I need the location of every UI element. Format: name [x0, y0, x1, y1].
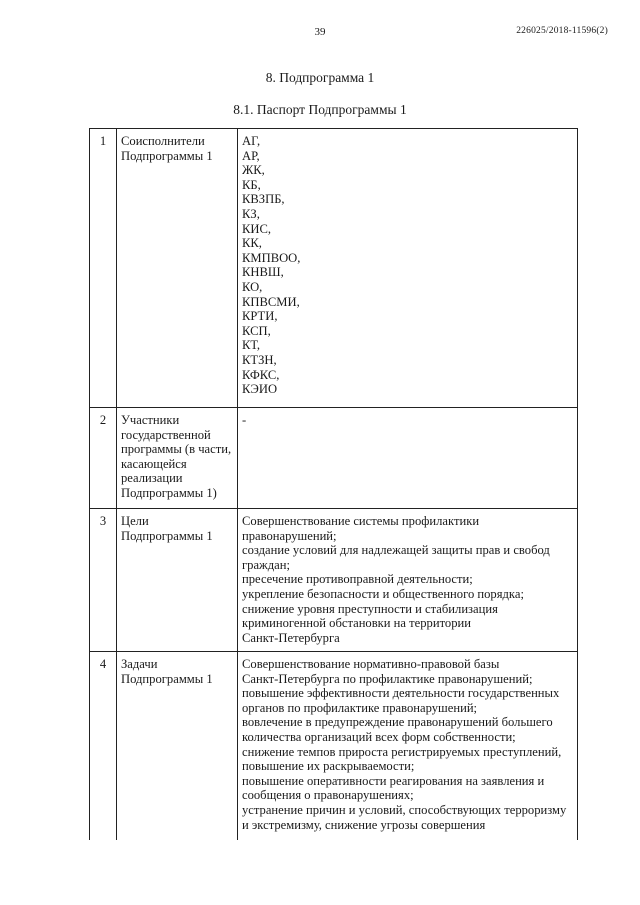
content-line: Совершенствование системы профилактики [242, 514, 480, 528]
content-line: АГ, [242, 134, 261, 148]
row-number: 1 [90, 129, 117, 408]
content-line: КО, [242, 279, 263, 294]
row-label: Задачи Подпрограммы 1 [117, 652, 238, 841]
content-line: КРТИ, [242, 309, 278, 324]
content-line: сообщения о правонарушениях; [242, 788, 414, 803]
row-label: Участники государственной программы (в части, касающейся реализации Подпрограммы 1) [117, 408, 238, 509]
content-line: КЗ, [242, 206, 260, 221]
subsection-title: 8.1. Паспорт Подпрограммы 1 [233, 102, 407, 117]
content-line: - [242, 413, 247, 427]
content-line: повышение оперативности реагирования на заявления и [242, 773, 545, 788]
row-content [238, 509, 578, 652]
content-line: ЖК, [242, 163, 265, 178]
content-line: Совершенствование нормативно-правовой базы [242, 657, 500, 671]
content-line: КМПВОО, [242, 250, 301, 265]
content-line: создание условий для надлежащей защиты прав и свобод [242, 543, 550, 558]
content-line: КТЗН, [242, 352, 277, 367]
row-content [238, 652, 578, 841]
content-line: вовлечение в предупреждение правонарушений большего [242, 715, 553, 730]
content-line: и экстремизму, снижение угрозы совершения [242, 817, 486, 832]
section-title: 8. Подпрограмма 1 [265, 70, 375, 85]
content-line: снижение темпов прироста регистрируемых преступлений, [242, 744, 562, 759]
content-line: КВЗПБ, [242, 192, 285, 207]
content-line: пресечение противоправной деятельности; [242, 572, 473, 587]
content-line: КБ, [242, 177, 261, 192]
content-line: КТ, [242, 338, 260, 353]
content-line: устранение причин и условий, способствующих терроризму [242, 802, 567, 817]
content-line: органов по профилактике правонарушений; [242, 700, 478, 715]
row-label: Соисполнители Подпрограммы 1 [117, 129, 238, 408]
content-line: КЭИО [242, 382, 278, 397]
content-line: количества организаций всех форм собственности; [242, 729, 516, 744]
content-line: КФКС, [242, 367, 280, 382]
content-line: граждан; [242, 557, 290, 572]
content-line: КСП, [242, 323, 271, 338]
content-line: повышение эффективности деятельности государственных [242, 686, 560, 701]
table-row [90, 509, 578, 652]
content-line: КНВШ, [242, 265, 284, 280]
row-content [238, 408, 578, 509]
content-line: криминогенной обстановки на территории [242, 616, 471, 631]
row-label: Цели Подпрограммы 1 [117, 509, 238, 652]
row-number: 4 [90, 652, 117, 841]
page-number: 39 [314, 26, 326, 38]
content-line: КИС, [242, 221, 272, 236]
content-line: укрепление безопасности и общественного порядка; [242, 586, 524, 601]
content-line: Санкт-Петербурга [242, 630, 340, 645]
table-row [90, 408, 578, 509]
content-line: АР, [242, 148, 260, 163]
content-line: правонарушений; [242, 528, 337, 543]
content-line: снижение уровня преступности и стабилизация [242, 601, 498, 616]
table-row [90, 652, 578, 841]
row-number: 2 [90, 408, 117, 509]
table-row [90, 129, 578, 408]
content-line: Санкт-Петербурга по профилактике правонарушений; [242, 671, 533, 686]
passport-table [89, 128, 578, 840]
content-line: повышение их раскрываемости; [242, 759, 415, 774]
document-id: 226025/2018-11596(2) [516, 26, 608, 36]
content-line: КК, [242, 236, 262, 251]
content-line: КПВСМИ, [242, 294, 300, 309]
row-number: 3 [90, 509, 117, 652]
row-content [238, 129, 578, 408]
